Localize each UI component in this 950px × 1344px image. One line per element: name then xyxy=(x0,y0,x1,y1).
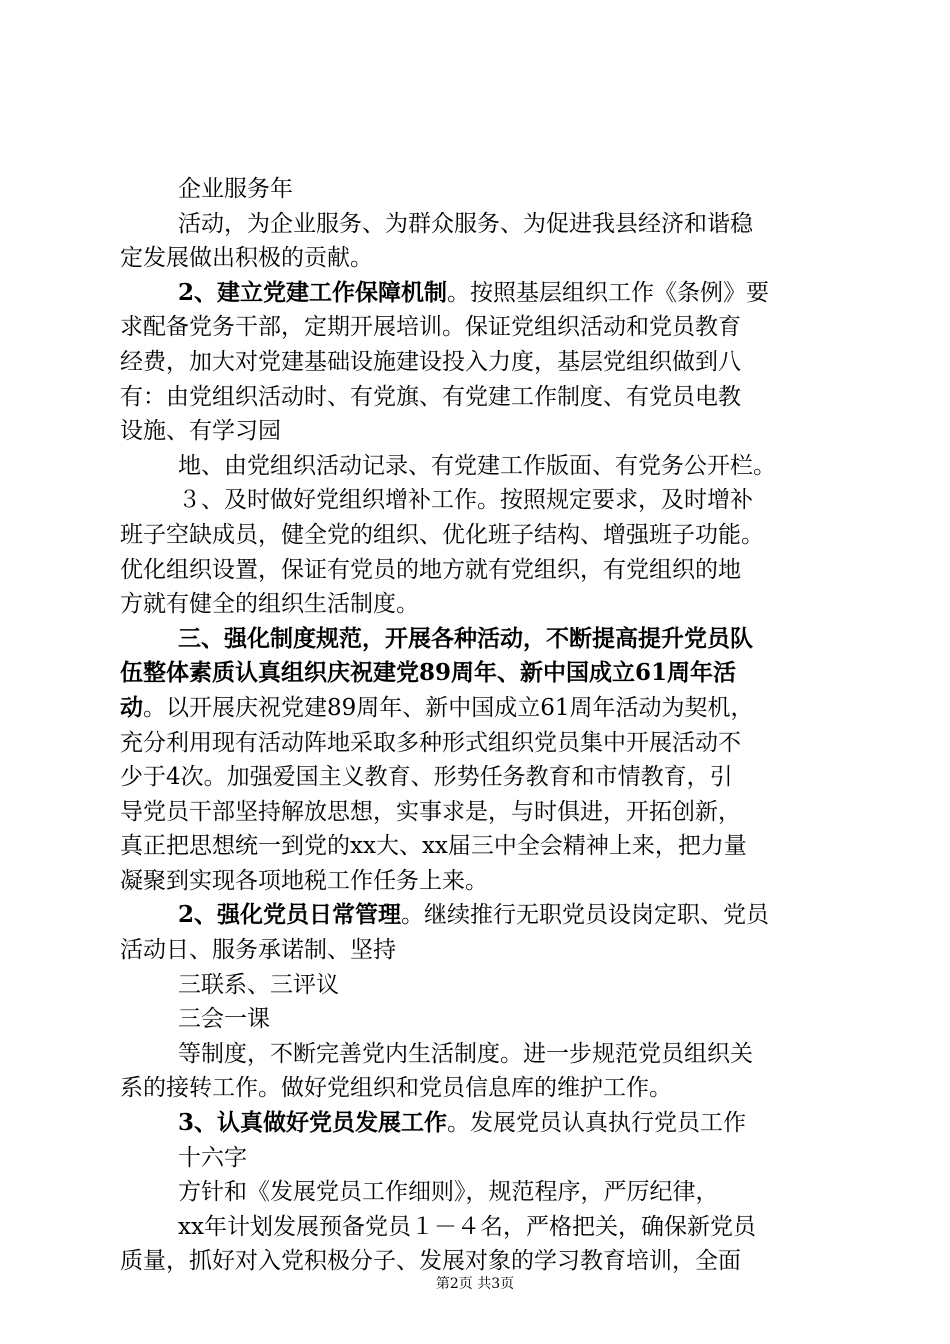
body-text: 方就有健全的组织生活制度。 xyxy=(120,591,419,618)
body-text: ３、及时做好党组织增补工作。按照规定要求，及时增补 xyxy=(178,487,753,514)
text-line xyxy=(120,553,838,588)
text-line xyxy=(120,622,838,657)
text-line xyxy=(120,691,838,726)
bold-heading-text: 动 xyxy=(120,693,143,721)
text-line xyxy=(120,1210,838,1245)
text-line xyxy=(120,898,838,933)
body-text: 地、由党组织活动记录、有党建工作版面、有党务公开栏。 xyxy=(178,452,776,479)
bold-heading-text: 三、强化制度规范，开展各种活动，不断提高提升党员队 xyxy=(178,624,753,652)
body-text: 方针和《发展党员工作细则》，规范程序，严厉纪律， xyxy=(178,1179,719,1206)
text-line xyxy=(120,414,838,449)
body-text: 企业服务年 xyxy=(178,176,293,202)
body-text: 。按照基层组织工作《条例》要 xyxy=(447,279,770,306)
text-line xyxy=(120,483,838,518)
text-line xyxy=(120,1071,838,1106)
body-text: 真正把思想统一到党的xx大、xx届三中全会精神上来，把力量 xyxy=(120,833,747,860)
body-text: 有：由党组织活动时、有党旗、有党建工作制度、有党员电教 xyxy=(120,383,741,410)
bold-heading-text: 3、认真做好党员发展工作 xyxy=(178,1109,448,1137)
body-text: 。发展党员认真执行党员工作 xyxy=(447,1110,747,1137)
page-footer: 第2页 共3页 xyxy=(435,1276,515,1292)
text-line xyxy=(120,380,838,415)
text-line xyxy=(120,795,838,830)
text-line xyxy=(120,933,838,968)
body-text: 质量，抓好对入党积极分子、发展对象的学习教育培训，全面 xyxy=(120,1248,741,1275)
text-line xyxy=(120,587,838,622)
body-text: 导党员干部坚持解放思想，实事求是，与时俱进，开拓创新， xyxy=(120,798,741,825)
text-line xyxy=(120,172,838,207)
text-line xyxy=(120,864,838,899)
text-line xyxy=(120,241,838,276)
text-line xyxy=(120,276,838,311)
text-line xyxy=(120,760,838,795)
bold-heading-text: 2、建立党建工作保障机制 xyxy=(178,278,448,306)
body-text: xx年计划发展预备党员１－４名，严格把关，确保新党员 xyxy=(178,1213,756,1240)
text-line xyxy=(120,310,838,345)
body-text: 少于4次。加强爱国主义教育、形势任务教育和市情教育，引 xyxy=(120,764,733,791)
body-text: 活动日、服务承诺制、坚持 xyxy=(120,937,396,964)
text-line xyxy=(120,1175,838,1210)
text-line xyxy=(120,1106,838,1141)
text-line xyxy=(120,1002,838,1037)
text-line xyxy=(120,518,838,553)
body-text: 。以开展庆祝党建89周年、新中国成立61周年活动为契机， xyxy=(143,694,754,721)
text-line xyxy=(120,726,838,761)
body-text: 三会一课 xyxy=(178,1006,270,1033)
document-body xyxy=(120,172,838,1279)
body-text: 系的接转工作。做好党组织和党员信息库的维护工作。 xyxy=(120,1075,672,1102)
text-line xyxy=(120,449,838,484)
text-line xyxy=(120,656,838,691)
bold-heading-text: 2、强化党员日常管理 xyxy=(178,901,402,929)
body-text: 等制度，不断完善党内生活制度。进一步规范党员组织关 xyxy=(178,1040,753,1067)
body-text: 。继续推行无职党员设岗定职、党员 xyxy=(401,902,770,929)
text-line xyxy=(120,1037,838,1072)
text-line xyxy=(120,1244,838,1279)
body-text: 设施、有学习园 xyxy=(120,418,281,445)
body-text: 活动，为企业服务、为群众服务、为促进我县经济和谐稳 xyxy=(178,210,753,237)
text-line xyxy=(120,968,838,1003)
text-line xyxy=(120,345,838,380)
body-text: 班子空缺成员，健全党的组织、优化班子结构、增强班子功能。 xyxy=(120,521,764,548)
body-text: 经费，加大对党建基础设施建设投入力度，基层党组织做到八 xyxy=(120,348,741,375)
bold-heading-text: 伍整体素质认真组织庆祝建党89周年、新中国成立61周年活 xyxy=(120,659,737,687)
body-text: 充分利用现有活动阵地采取多种形式组织党员集中开展活动不 xyxy=(120,729,741,756)
body-text: 优化组织设置，保证有党员的地方就有党组织，有党组织的地 xyxy=(120,556,741,583)
body-text: 三联系、三评议 xyxy=(178,971,339,998)
body-text: 求配备党务干部，定期开展培训。保证党组织活动和党员教育 xyxy=(120,314,741,341)
text-line xyxy=(120,829,838,864)
body-text: 定发展做出积极的贡献。 xyxy=(120,245,373,272)
body-text: 凝聚到实现各项地税工作任务上来。 xyxy=(120,867,488,894)
text-line xyxy=(120,1141,838,1176)
body-text: 十六字 xyxy=(178,1144,247,1171)
text-line xyxy=(120,207,838,242)
